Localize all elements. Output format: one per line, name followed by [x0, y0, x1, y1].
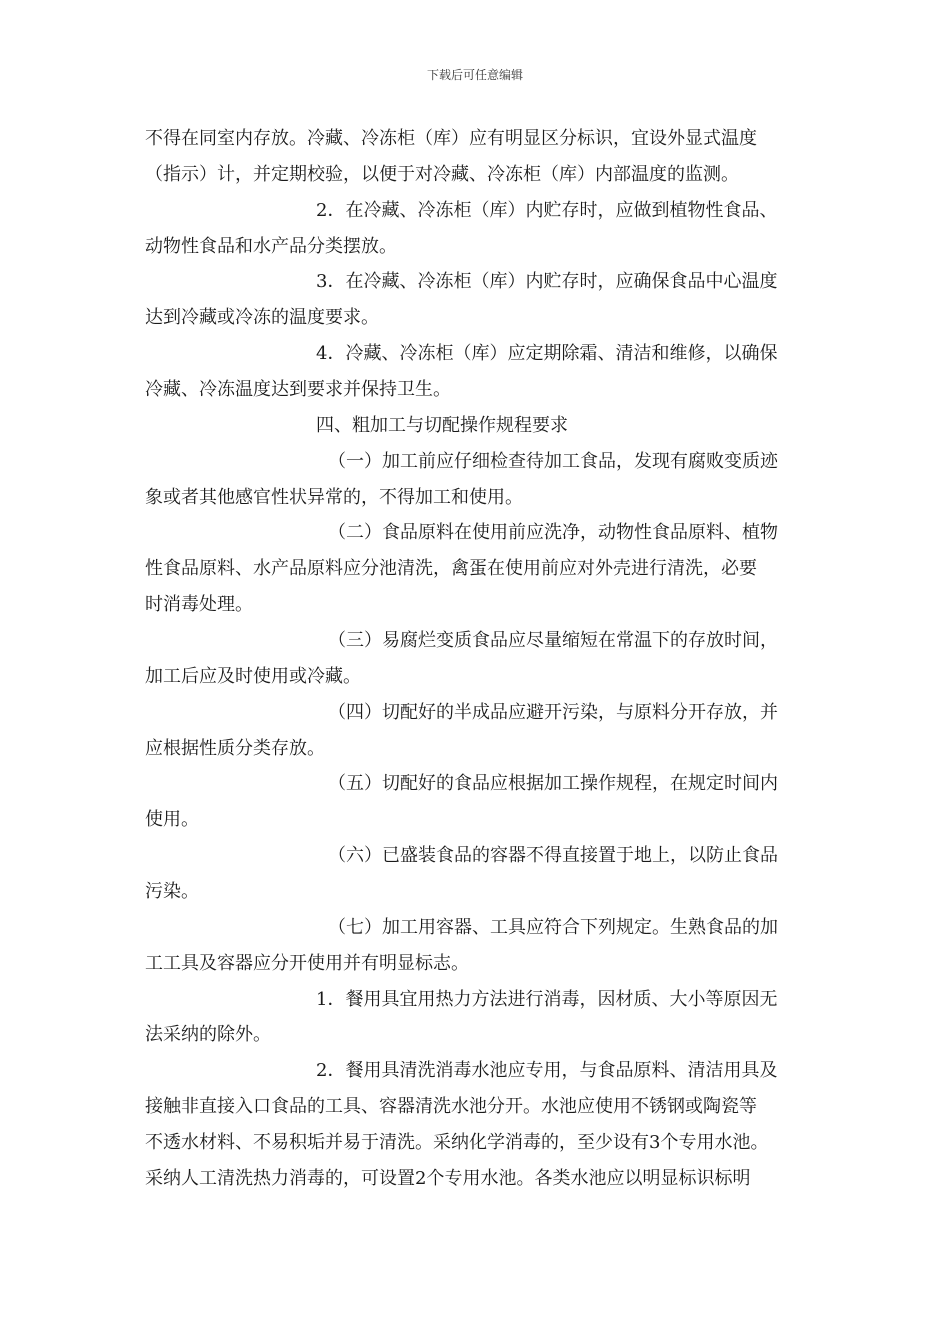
text-line: （指示）计，并定期校验，以便于对冷藏、冷冻柜（库）内部温度的监测。 — [145, 164, 739, 185]
text-line: 加工后应及时使用或冷藏。 — [145, 666, 361, 687]
text-line: 性食品原料、水产品原料应分池清洗，禽蛋在使用前应对外壳进行清洗，必要 — [145, 558, 757, 579]
page-header: 下载后可任意编辑 — [426, 68, 523, 82]
text-line: 不透水材料、不易积垢并易于清洗。采纳化学消毒的，至少设有3个专用水池。 — [145, 1132, 769, 1153]
text-line: （二）食品原料在使用前应洗净，动物性食品原料、植物 — [328, 522, 778, 543]
text-line: 1．餐用具宜用热力方法进行消毒，因材质、大小等原因无 — [316, 989, 778, 1010]
text-line: 法采纳的除外。 — [145, 1024, 271, 1045]
text-line: 4．冷藏、冷冻柜（库）应定期除霜、清洁和维修，以确保 — [316, 343, 778, 364]
text-line: （六）已盛装食品的容器不得直接置于地上，以防止食品 — [328, 845, 778, 866]
text-line: （一）加工前应仔细检查待加工食品，发现有腐败变质迹 — [328, 451, 778, 472]
text-line: 采纳人工清洗热力消毒的，可设置2个专用水池。各类水池应以明显标识标明 — [145, 1168, 751, 1189]
text-line: 冷藏、冷冻温度达到要求并保持卫生。 — [145, 379, 451, 400]
text-line: （七）加工用容器、工具应符合下列规定。生熟食品的加 — [328, 917, 778, 938]
text-line: 应根据性质分类存放。 — [145, 738, 325, 759]
section-heading: 四、粗加工与切配操作规程要求 — [316, 415, 568, 436]
text-line: 2．在冷藏、冷冻柜（库）内贮存时，应做到植物性食品、 — [316, 200, 778, 221]
text-line: 3．在冷藏、冷冻柜（库）内贮存时，应确保食品中心温度 — [316, 271, 778, 292]
text-line: 不得在同室内存放。冷藏、冷冻柜（库）应有明显区分标识，宜设外显式温度 — [145, 128, 757, 149]
text-line: 工工具及容器应分开使用并有明显标志。 — [145, 953, 469, 974]
text-line: 时消毒处理。 — [145, 594, 253, 615]
text-line: 污染。 — [145, 881, 199, 902]
text-line: 使用。 — [145, 809, 199, 830]
text-line: 2．餐用具清洗消毒水池应专用，与食品原料、清洁用具及 — [316, 1060, 778, 1081]
text-line: 接触非直接入口食品的工具、容器清洗水池分开。水池应使用不锈钢或陶瓷等 — [145, 1096, 757, 1117]
text-line: （三）易腐烂变质食品应尽量缩短在常温下的存放时间， — [328, 630, 778, 651]
text-line: 达到冷藏或冷冻的温度要求。 — [145, 307, 379, 328]
text-line: （五）切配好的食品应根据加工操作规程，在规定时间内 — [328, 773, 778, 794]
text-line: 象或者其他感官性状异常的，不得加工和使用。 — [145, 487, 523, 508]
text-line: （四）切配好的半成品应避开污染，与原料分开存放，并 — [328, 702, 778, 723]
text-line: 动物性食品和水产品分类摆放。 — [145, 236, 397, 257]
